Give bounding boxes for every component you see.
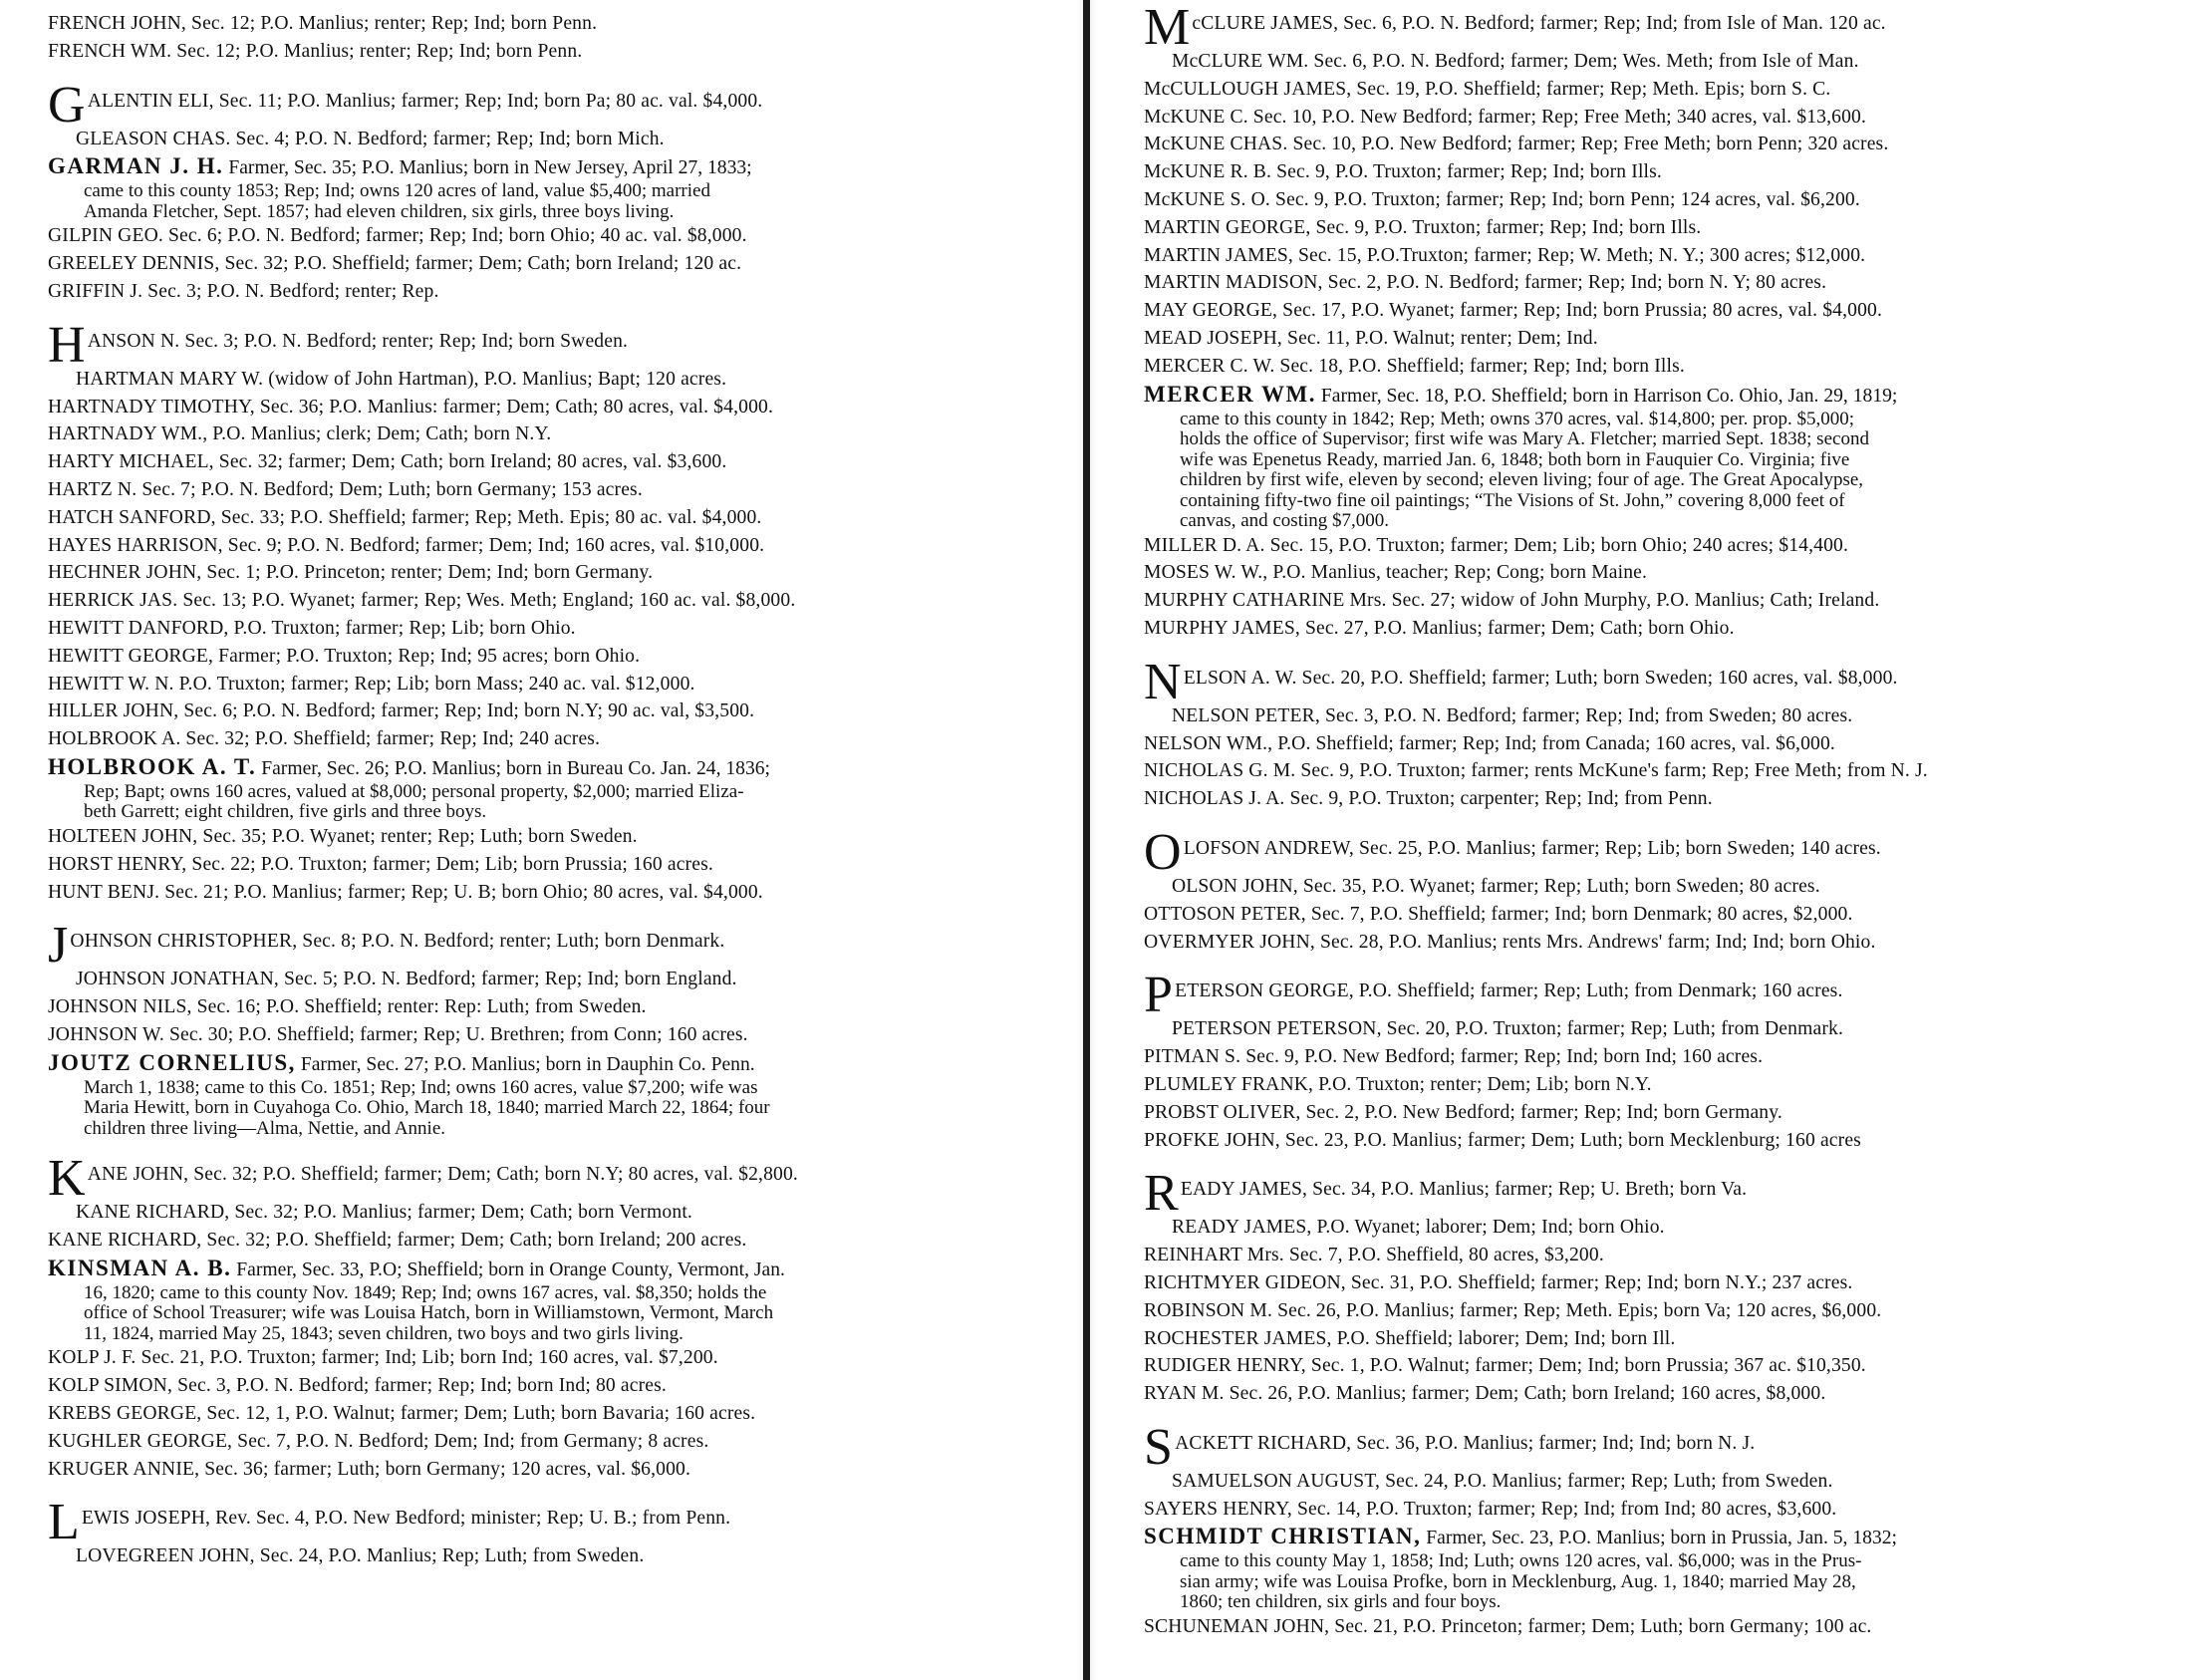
directory-entry [1144,214,2180,242]
entry-text: REINHART Mrs. Sec. 7, P.O. Sheffield, 80 acres, $3,200. [1144,1245,1604,1266]
biography-name: SCHMIDT CHRISTIAN, [1144,1524,1422,1549]
entry-text: PETERSON PETERSON, Sec. 20, P.O. Truxton; farmer; Rep; Luth; from Denmark. [1172,1018,1843,1040]
biography-line: office of School Treasurer; wife was Louisa Hatch, born in Williamstown, Vermont, March [84,1302,774,1324]
directory-entry [48,1021,1074,1049]
biography-name: JOUTZ CORNELIUS, [48,1049,296,1075]
entry-text: PLUMLEY FRANK, P.O. Truxton; renter; Dem; Lib; born N.Y. [1144,1073,1652,1095]
entry-text: KOLP J. F. Sec. 21, P.O. Truxton; farmer; Ind; Lib; born Ind; 160 acres, val. $7,200. [48,1347,718,1369]
entry-text: HERRICK JAS. Sec. 13; P.O. Wyanet; farmer; Rep; Wes. Meth; England; 160 ac. val. $8,000. [48,590,796,612]
entry-text: OVERMYER JOHN, Sec. 28, P.O. Manlius; rents Mrs. Andrews' farm; Ind; Ind; born Ohio. [1144,931,1876,953]
section-drop-cap: H [48,316,86,374]
entry-text: HAYES HARRISON, Sec. 9; P.O. N. Bedford; farmer; Dem; Ind; 160 acres, val. $10,000. [48,534,765,556]
entry-text: HARTNADY TIMOTHY, Sec. 36; P.O. Manlius: farmer; Dem; Cath; 80 acres, val. $4,000. [48,396,774,418]
directory-entry [48,1199,1074,1227]
directory-entry [1144,269,2180,297]
directory-entry [1144,929,2180,957]
letter-section [1144,823,2180,956]
directory-entry [1144,1015,2180,1043]
entry-text: PROBST OLIVER, Sec. 2, P.O. New Bedford; farmer; Rep; Ind; born Germany. [1144,1101,1782,1123]
biography-line: Amanda Fletcher, Sept. 1857; had eleven children, six girls, three boys living. [84,200,675,222]
letter-section [48,316,1074,907]
letter-section [48,917,1074,1139]
biography-line: beth Garrett; eight children, five girls and three boys. [84,801,487,823]
directory-entry [48,278,1074,306]
directory-entry [48,394,1074,421]
section-drop-cap: K [48,1150,86,1208]
biography-line: sian army; wife was Louisa Profke, born in Mecklenburg, Aug. 1, 1840; married May 28, [1180,1570,1856,1592]
book-spine [1083,0,1090,1680]
directory-entry [48,993,1074,1021]
entry-text: HARTMAN MARY W. (widow of John Hartman), P.O. Manlius; Bapt; 120 acres. [76,368,727,390]
letter-section [48,10,1074,66]
directory-entry [48,420,1074,448]
directory-entry [1144,1099,2180,1127]
directory-entry [48,1372,1074,1400]
entry-text: ETERSON GEORGE, P.O. Sheffield; farmer; Rep; Luth; from Denmark; 160 acres. [1175,980,1843,1002]
directory-entry [48,615,1074,643]
directory-entry [1144,353,2180,381]
biography-line: came to this county in 1842; Rep; Meth; owns 370 acres, val. $14,800; per. prop. $5,000; [1180,408,1855,429]
directory-entry [1144,1214,2180,1242]
directory-entry [1144,1127,2180,1155]
biography-line: 16, 1820; came to this county Nov. 1849; Rep; Ind; owns 167 acres, val. $8,350; holds the [84,1281,767,1303]
biography-line: containing fifty-two fine oil paintings; “The Visions of St. John,” covering 8,000 feet of [1180,489,1845,511]
entry-text: GILPIN GEO. Sec. 6; P.O. N. Bedford; farmer; Rep; Ind; born Ohio; 40 ac. val. $8,000. [48,225,747,247]
entry-text: HATCH SANFORD, Sec. 33; P.O. Sheffield; farmer; Rep; Meth. Epis; 80 ac. val. $4,000. [48,506,762,528]
biography-line: 1860; ten children, six girls and four boys. [1180,1591,1502,1613]
directory-entry [1144,1297,2180,1325]
section-drop-cap: P [1144,967,1174,1024]
entry-text: FRENCH WM. Sec. 12; P.O. Manlius; renter; Rep; Ind; born Penn. [48,40,583,62]
directory-entry [48,222,1074,250]
entry-text: JOHNSON NILS, Sec. 16; P.O. Sheffield; renter: Rep: Luth; from Sweden. [48,996,647,1018]
entry-text: KUGHLER GEORGE, Sec. 7, P.O. N. Bedford; Dem; Ind; from Germany; 8 acres. [48,1430,709,1452]
entry-text: MAY GEORGE, Sec. 17, P.O. Wyanet; farmer; Rep; Ind; born Prussia; 80 acres, val. $4,000. [1144,300,1883,322]
letter-section [1144,0,2180,643]
entry-text: JOHNSON JONATHAN, Sec. 5; P.O. N. Bedford; farmer; Rep; Ind; born England. [76,969,737,990]
entry-text: ROCHESTER JAMES, P.O. Sheffield; laborer; Dem; Ind; born Ill. [1144,1327,1676,1349]
entry-text: FRENCH JOHN, Sec. 12; P.O. Manlius; renter; Rep; Ind; born Penn. [48,13,598,34]
section-drop-cap: L [48,1494,80,1551]
entry-text: ANSON N. Sec. 3; P.O. N. Bedford; renter; Rep; Ind; born Sweden. [87,330,629,352]
directory-entry [1144,615,2180,643]
directory-entry [1144,1418,2180,1476]
directory-entry [48,316,1074,374]
directory-entry [1144,76,2180,104]
directory-entry [1144,757,2180,785]
biography-line: Maria Hewitt, born in Cuyahoga Co. Ohio, March 18, 1840; married March 22, 1864; four [84,1097,770,1119]
letter-section [48,76,1074,306]
directory-entry [1144,1352,2180,1380]
directory-entry [48,698,1074,725]
entry-text: LOVEGREEN JOHN, Sec. 24, P.O. Manlius; Rep; Luth; from Sweden. [76,1545,645,1567]
biography-first-line: Farmer, Sec. 35; P.O. Manlius; born in New Jersey, April 27, 1833; [223,157,752,179]
biography-entry [48,1255,1074,1283]
directory-entry [48,448,1074,476]
biography-name: HOLBROOK A. T. [48,753,257,779]
biography-first-line: Farmer, Sec. 18, P.O. Sheffield; born in Harrison Co. Ohio, Jan. 29, 1819; [1316,385,1898,407]
biography-first-line: Farmer, Sec. 27; P.O. Manlius; born in Dauphin Co. Penn. [295,1053,755,1075]
entry-text: HOLBROOK A. Sec. 32; P.O. Sheffield; farmer; Rep; Ind; 240 acres. [48,728,601,750]
biography-entry [48,1049,1074,1078]
directory-entry [1144,48,2180,76]
entry-text: GREELEY DENNIS, Sec. 32; P.O. Sheffield; farmer; Dem; Cath; born Ireland; 120 ac. [48,253,742,275]
directory-entry [1144,967,2180,1024]
entry-text: NICHOLAS G. M. Sec. 9, P.O. Truxton; farmer; rents McKune's farm; Rep; Free Meth; from N. J. [1144,760,1928,782]
entry-text: JOHNSON W. Sec. 30; P.O. Sheffield; farmer; Rep; U. Brethren; from Conn; 160 acres. [48,1023,748,1045]
entry-text: HEWITT W. N. P.O. Truxton; farmer; Rep; Lib; born Mass; 240 ac. val. $12,000. [48,673,695,695]
directory-entry [1144,1325,2180,1353]
entry-text: cCLURE JAMES, Sec. 6, P.O. N. Bedford; farmer; Rep; Ind; from Isle of Man. 120 ac. [1192,13,1886,34]
directory-entry [48,1227,1074,1255]
directory-entry [48,671,1074,699]
biography-line: children by first wife, eleven by second; eleven living; four of age. The Great Apocalypse, [1180,469,1864,491]
biography-line: March 1, 1838; came to this Co. 1851; Rep; Ind; owns 160 acres, value $7,200; wife was [84,1076,758,1098]
directory-entry [1144,823,2180,881]
directory-entry [48,532,1074,560]
directory-entry [1144,1468,2180,1496]
directory-entry [1144,1613,2180,1641]
directory-entry [48,126,1074,153]
directory-entry [1144,702,2180,730]
biography-name: KINSMAN A. B. [48,1255,232,1280]
biography-line: came to this county 1853; Rep; Ind; owns 120 acres of land, value $5,400; married [84,180,710,202]
biography-line: 11, 1824, married May 25, 1843; seven children, two boys and two girls living. [84,1322,684,1344]
entry-text: KREBS GEORGE, Sec. 12, 1, P.O. Walnut; farmer; Dem; Luth; born Bavaria; 160 acres. [48,1402,756,1424]
entry-text: McKUNE R. B. Sec. 9, P.O. Truxton; farmer; Rep; Ind; born Ills. [1144,161,1662,183]
entry-text: NELSON WM., P.O. Sheffield; farmer; Rep; Ind; from Canada; 160 acres, val. $6,000. [1144,732,1835,754]
letter-section [1144,1418,2180,1641]
entry-text: ROBINSON M. Sec. 26, P.O. Manlius; farmer; Rep; Meth. Epis; born Va; 120 acres, $6,000. [1144,1299,1882,1321]
directory-entry [48,851,1074,879]
entry-text: HORST HENRY, Sec. 22; P.O. Truxton; farmer; Dem; Lib; born Prussia; 160 acres. [48,853,713,875]
entry-text: KANE RICHARD, Sec. 32; P.O. Sheffield; farmer; Dem; Cath; born Ireland; 200 acres. [48,1230,747,1252]
directory-entry [1144,1165,2180,1223]
entry-text: GRIFFIN J. Sec. 3; P.O. N. Bedford; renter; Rep. [48,280,439,302]
entry-text: HARTNADY WM., P.O. Manlius; clerk; Dem; Cath; born N.Y. [48,423,552,445]
entry-text: EADY JAMES, Sec. 34, P.O. Manlius; farmer; Rep; U. Breth; born Va. [1180,1179,1748,1201]
right-column [1144,0,2180,1663]
entry-text: ELSON A. W. Sec. 20, P.O. Sheffield; farmer; Luth; born Sweden; 160 acres, val. $8,000. [1183,667,1898,689]
entry-text: MURPHY JAMES, Sec. 27, P.O. Manlius; farmer; Dem; Cath; born Ohio. [1144,617,1735,639]
directory-entry [48,1150,1074,1208]
biography-entry [48,152,1074,181]
entry-text: McCULLOUGH JAMES, Sec. 19, P.O. Sheffield; farmer; Rep; Meth. Epis; born S. C. [1144,78,1831,100]
directory-entry [1144,131,2180,158]
biography-entry [1144,1523,2180,1551]
entry-text: RUDIGER HENRY, Sec. 1, P.O. Walnut; farmer; Dem; Ind; born Prussia; 367 ac. $10,350. [1144,1355,1866,1377]
directory-entry [48,917,1074,975]
directory-entry [1144,1071,2180,1099]
section-drop-cap: N [1144,653,1182,710]
biography-first-line: Farmer, Sec. 33, P.O; Sheffield; born in Orange County, Vermont, Jan. [231,1259,785,1280]
entry-text: RYAN M. Sec. 26, P.O. Manlius; farmer; Dem; Cath; born Ireland; 160 acres, $8,000. [1144,1383,1826,1405]
entry-text: MOSES W. W., P.O. Manlius, teacher; Rep; Cong; born Maine. [1144,562,1648,584]
entry-text: McCLURE WM. Sec. 6, P.O. N. Bedford; farmer; Dem; Wes. Meth; from Isle of Man. [1172,51,1859,72]
biography-name: MERCER WM. [1144,381,1317,407]
directory-entry [48,966,1074,993]
directory-entry [48,559,1074,587]
biography-line: came to this county May 1, 1858; Ind; Luth; owns 120 acres, val. $6,000; was in the Prus- [1180,1550,1862,1572]
entry-text: KANE RICHARD, Sec. 32; P.O. Manlius; farmer; Dem; Cath; born Vermont. [76,1202,692,1224]
letter-section [48,1494,1074,1570]
entry-text: OHNSON CHRISTOPHER, Sec. 8; P.O. N. Bedford; renter; Luth; born Denmark. [70,931,725,953]
entry-text: HARTY MICHAEL, Sec. 32; farmer; Dem; Cath; born Ireland; 80 acres, val. $3,600. [48,451,727,473]
directory-entry [1144,653,2180,710]
directory-entry [1144,297,2180,325]
directory-entry [1144,158,2180,186]
entry-text: HEWITT DANFORD, P.O. Truxton; farmer; Rep; Lib; born Ohio. [48,617,576,639]
entry-text: PROFKE JOHN, Sec. 23, P.O. Manlius; farmer; Dem; Luth; born Mecklenburg; 160 acres [1144,1129,1861,1151]
entry-text: HILLER JOHN, Sec. 6; P.O. N. Bedford; farmer; Rep; Ind; born N.Y; 90 ac. val, $3,500. [48,700,755,722]
directory-entry [48,366,1074,394]
entry-text: MARTIN GEORGE, Sec. 9, P.O. Truxton; farmer; Rep; Ind; born Ills. [1144,216,1702,238]
entry-text: SCHUNEMAN JOHN, Sec. 21, P.O. Princeton; farmer; Dem; Luth; born Germany; 100 ac. [1144,1615,1872,1637]
entry-text: OTTOSON PETER, Sec. 7, P.O. Sheffield; farmer; Ind; born Denmark; 80 acres, $2,000. [1144,903,1853,925]
directory-entry [48,250,1074,278]
biography-entry [48,753,1074,782]
entry-text: READY JAMES, P.O. Wyanet; laborer; Dem; Ind; born Ohio. [1172,1217,1665,1239]
entry-text: HEWITT GEORGE, Farmer; P.O. Truxton; Rep; Ind; 95 acres; born Ohio. [48,645,641,667]
entry-text: KRUGER ANNIE, Sec. 36; farmer; Luth; born Germany; 120 acres, val. $6,000. [48,1458,691,1480]
section-drop-cap: R [1144,1165,1179,1223]
directory-entry [1144,532,2180,560]
entry-text: MARTIN MADISON, Sec. 2, P.O. N. Bedford; farmer; Rep; Ind; born N. Y; 80 acres. [1144,272,1827,294]
entry-text: GLEASON CHAS. Sec. 4; P.O. N. Bedford; farmer; Rep; Ind; born Mich. [76,128,665,149]
directory-entry [48,643,1074,671]
directory-entry [48,587,1074,615]
entry-text: PITMAN S. Sec. 9, P.O. New Bedford; farmer; Rep; Ind; born Ind; 160 acres. [1144,1046,1764,1068]
entry-text: LOFSON ANDREW, Sec. 25, P.O. Manlius; farmer; Rep; Lib; born Sweden; 140 acres. [1183,837,1881,859]
directory-entry [1144,1269,2180,1297]
section-drop-cap: M [1144,0,1191,56]
directory-entry [1144,242,2180,270]
entry-text: SAYERS HENRY, Sec. 14, P.O. Truxton; farmer; Rep; Ind; from Ind; 80 acres, $3,600. [1144,1498,1837,1520]
biography-line: wife was Epenetus Ready, married Jan. 6, 1848; both born in Fauquier Co. Virginia; five [1180,448,1850,470]
directory-entry [1144,0,2180,56]
directory-entry [1144,1380,2180,1408]
entry-text: HECHNER JOHN, Sec. 1; P.O. Princeton; renter; Dem; Ind; born Germany. [48,562,654,584]
entry-text: MEAD JOSEPH, Sec. 11, P.O. Walnut; renter; Dem; Ind. [1144,327,1598,349]
entry-text: NICHOLAS J. A. Sec. 9, P.O. Truxton; carpenter; Rep; Ind; from Penn. [1144,788,1713,810]
entry-text: ANE JOHN, Sec. 32; P.O. Sheffield; farmer; Dem; Cath; born N.Y; 80 acres, val. $2,800. [87,1164,798,1186]
biography-line: canvas, and costing $7,000. [1180,510,1390,532]
entry-text: KOLP SIMON, Sec. 3, P.O. N. Bedford; farmer; Rep; Ind; born Ind; 80 acres. [48,1375,667,1397]
directory-entry [48,725,1074,753]
left-column [48,10,1074,1592]
entry-text: MARTIN JAMES, Sec. 15, P.O.Truxton; farmer; Rep; W. Meth; N. Y.; 300 acres; $12,000. [1144,244,1866,266]
section-drop-cap: O [1144,823,1182,881]
left-page [0,0,1081,1680]
directory-entry [1144,1496,2180,1524]
entry-text: SAMUELSON AUGUST, Sec. 24, P.O. Manlius; farmer; Rep; Luth; from Sweden. [1172,1470,1833,1492]
biography-first-line: Farmer, Sec. 26; P.O. Manlius; born in Bureau Co. Jan. 24, 1836; [256,757,770,779]
directory-entry [48,823,1074,851]
biography-name: GARMAN J. H. [48,153,224,179]
entry-text: OLSON JOHN, Sec. 35, P.O. Wyanet; farmer; Rep; Luth; born Sweden; 80 acres. [1172,875,1820,897]
directory-entry [1144,785,2180,813]
entry-text: NELSON PETER, Sec. 3, P.O. N. Bedford; farmer; Rep; Ind; from Sweden; 80 acres. [1172,704,1853,726]
directory-entry [48,879,1074,907]
directory-entry [48,504,1074,532]
entry-text: McKUNE CHAS. Sec. 10, P.O. New Bedford; farmer; Rep; Free Meth; born Penn; 320 acres. [1144,134,1889,155]
biography-first-line: Farmer, Sec. 23, P.O. Manlius; born in Prussia, Jan. 5, 1832; [1421,1528,1897,1549]
section-drop-cap: S [1144,1418,1174,1476]
directory-entry [48,1542,1074,1570]
entry-text: HOLTEEN JOHN, Sec. 35; P.O. Wyanet; renter; Rep; Luth; born Sweden. [48,825,638,847]
entry-text: MURPHY CATHARINE Mrs. Sec. 27; widow of John Murphy, P.O. Manlius; Cath; Ireland. [1144,590,1880,612]
directory-entry [1144,901,2180,929]
letter-section [1144,653,2180,813]
biography-line: children three living—Alma, Nettie, and Annie. [84,1117,446,1139]
letter-section [1144,1165,2180,1408]
directory-entry [1144,559,2180,587]
directory-entry [1144,1242,2180,1269]
entry-text: EWIS JOSEPH, Rev. Sec. 4, P.O. New Bedford; minister; Rep; U. B.; from Penn. [81,1508,731,1530]
entry-text: ALENTIN ELI, Sec. 11; P.O. Manlius; farmer; Rep; Ind; born Pa; 80 ac. val. $4,000. [87,90,763,112]
directory-entry [1144,104,2180,132]
directory-entry [48,76,1074,134]
right-page [1096,0,2192,1680]
directory-entry [48,10,1074,38]
entry-text: HUNT BENJ. Sec. 21; P.O. Manlius; farmer; Rep; U. B; born Ohio; 80 acres, val. $4,000. [48,881,763,903]
biography-line: holds the office of Supervisor; first wife was Mary A. Fletcher; married Sept. 1838; second [1180,428,1869,450]
entry-text: McKUNE C. Sec. 10, P.O. New Bedford; farmer; Rep; Free Meth; 340 acres, val. $13,600. [1144,106,1867,128]
directory-entry [48,1456,1074,1484]
directory-entry [48,1344,1074,1372]
directory-entry [1144,873,2180,901]
directory-entry [48,1428,1074,1456]
biography-entry [1144,381,2180,410]
section-drop-cap: J [48,917,69,975]
directory-entry [1144,730,2180,758]
directory-entry [48,476,1074,504]
entry-text: MERCER C. W. Sec. 18, P.O. Sheffield; farmer; Rep; Ind; born Ills. [1144,355,1685,377]
directory-entry [1144,325,2180,353]
entry-text: McKUNE S. O. Sec. 9, P.O. Truxton; farmer; Rep; Ind; born Penn; 124 acres, val. $6,200. [1144,188,1860,210]
biography-line: Rep; Bapt; owns 160 acres, valued at $8,000; personal property, $2,000; married Eliza- [84,780,744,802]
directory-entry [48,1400,1074,1428]
entry-text: ACKETT RICHARD, Sec. 36, P.O. Manlius; farmer; Ind; Ind; born N. J. [1175,1432,1756,1454]
directory-entry [1144,587,2180,615]
entry-text: MILLER D. A. Sec. 15, P.O. Truxton; farmer; Dem; Lib; born Ohio; 240 acres; $14,400. [1144,534,1849,556]
directory-entry [48,38,1074,66]
directory-entry [48,1494,1074,1551]
entry-text: RICHTMYER GIDEON, Sec. 31, P.O. Sheffield; farmer; Rep; Ind; born N.Y.; 237 acres. [1144,1271,1853,1293]
letter-section [1144,967,2180,1154]
directory-entry [1144,186,2180,214]
section-drop-cap: G [48,76,86,134]
entry-text: HARTZ N. Sec. 7; P.O. N. Bedford; Dem; Luth; born Germany; 153 acres. [48,478,643,500]
letter-section [48,1150,1074,1483]
directory-entry [1144,1043,2180,1071]
